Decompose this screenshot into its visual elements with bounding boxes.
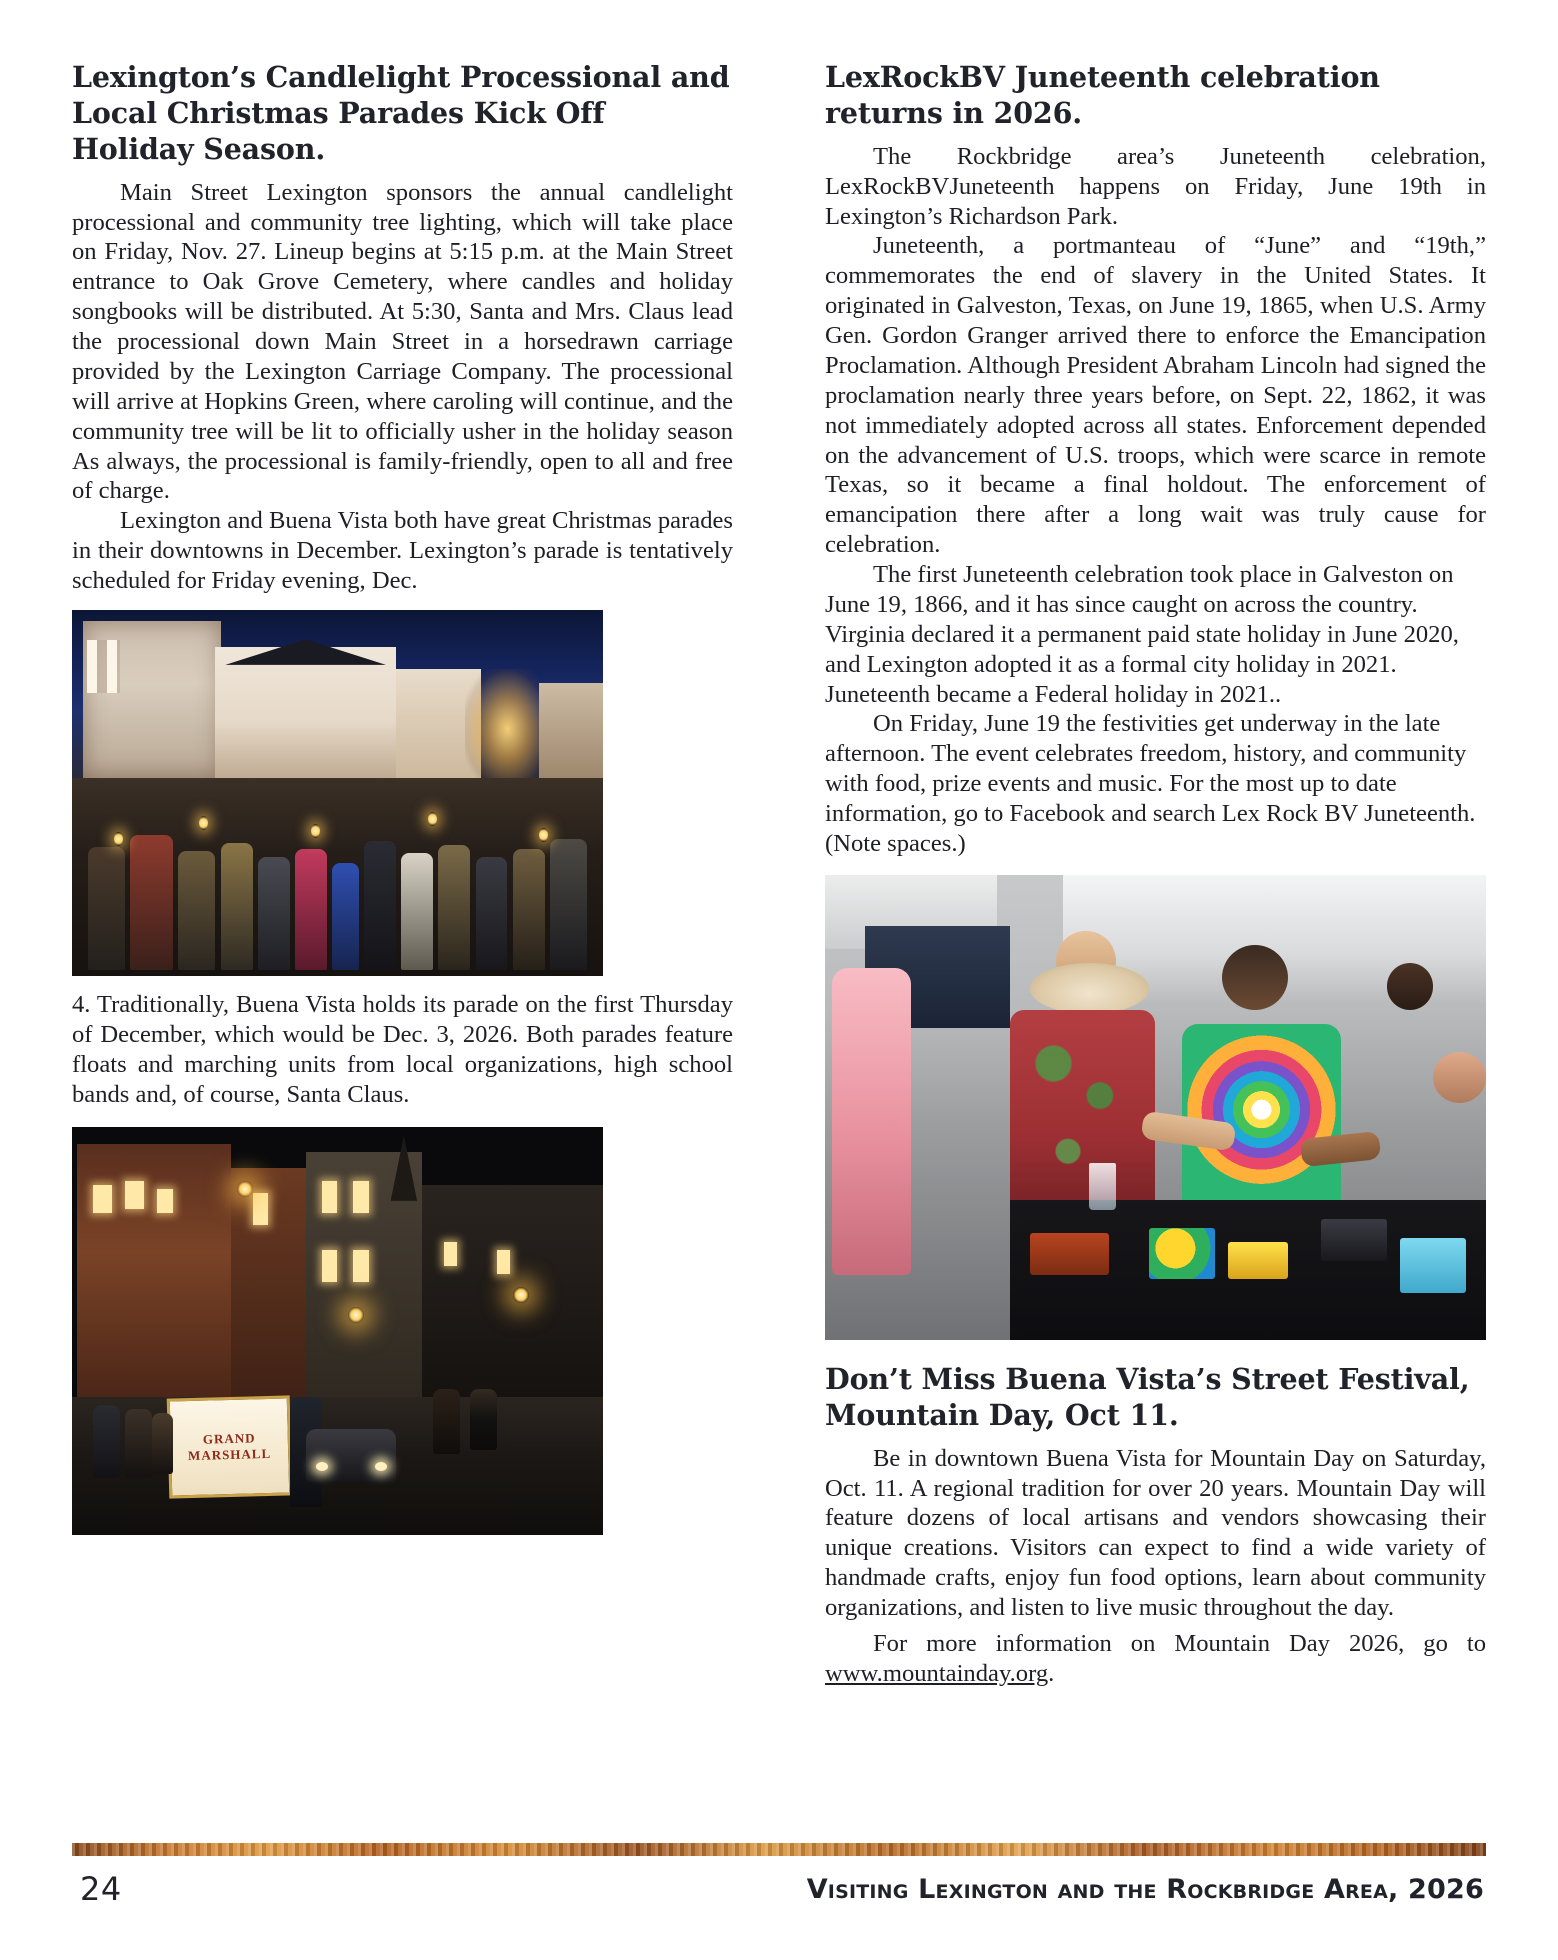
paragraph-juneteenth-1: The Rockbridge area’s Juneteenth celebration, LexRockBVJuneteenth happens on Friday, June 19th in Lexington’s Richardson Park.	[825, 142, 1486, 230]
photo-vendor2-head	[1222, 945, 1288, 1010]
photo-building-second	[231, 1168, 305, 1413]
photo-columns-detail	[87, 640, 120, 694]
article-headline-mountain-day: Don’t Miss Buena Vista’s Street Festival, Mountain Day, Oct 11.	[825, 1361, 1470, 1432]
photo-attendee-pink	[832, 968, 911, 1275]
article-headline-juneteenth: LexRockBV Juneteenth celebration returns in 2026.	[825, 60, 1380, 130]
mountain-day-link[interactable]: www.mountainday.org	[825, 1659, 1049, 1687]
photo-parade-car	[306, 1429, 396, 1482]
photo-street-lamp	[237, 1181, 253, 1197]
footer-publication-title: Visiting Lexington and the Rockbridge Area, 2026	[806, 1874, 1484, 1905]
paragraph-candlelight-2: Lexington and Buena Vista both have great Christmas parades in their downtowns in December. Lexington’s parade is tentatively scheduled for Friday evening, Dec.	[72, 507, 733, 595]
right-column	[825, 60, 1486, 1689]
photo-building-left	[83, 621, 221, 778]
paragraph-candlelight-1: Main Street Lexington sponsors the annual candlelight processional and community tree lighting, which will take place on Friday, Nov. 27. Lineup begins at 5:15 p.m. at the Main Street entrance to Oak Grove Cemetery, where candles and holiday songbooks will be distributed. At 5:30, Santa and Mrs. Claus lead the processional down Main Street in a horsedrawn carriage provided by the Lexington Carriage Company. The processional will arrive at Hopkins Green, where caroling will continue, and the community tree will be lit to officially usher in the holiday season As always, the processional is family-friendly, open to all and free of charge.	[72, 178, 733, 505]
photo-toy-items	[1149, 1228, 1215, 1279]
footer-decorative-bar	[72, 1843, 1486, 1856]
paragraph-mountain-day-1: Be in downtown Buena Vista for Mountain Day on Saturday, Oct. 11. A regional tradition for over 20 years. Mountain Day will feature dozens of local artisans and vendors showcasing their unique creations. Visitors can expect to find a wide variety of handmade crafts, enjoy fun food options, learn about community organizations, and listen to live music throughout the day.	[825, 1444, 1486, 1621]
final-paragraph-prefix: For more information on Mountain Day 2026, go to	[873, 1629, 1486, 1657]
article-headline-candlelight: Lexington’s Candlelight Processional and Local Christmas Parades Kick Off Holiday Season.	[72, 60, 730, 166]
paragraph-mountain-day-2	[825, 1629, 1486, 1689]
photo-food-tray	[1030, 1233, 1109, 1275]
paragraph-juneteenth-3: The first Juneteenth celebration took place in Galveston on June 19, 1866, and it has since caught on across the country. Virginia declared it a permanent paid state holiday in June 2020, and Lexington adopted it as a formal city holiday in 2021. Juneteenth became a Federal holiday in 2021..	[825, 561, 1459, 708]
photo-building-far	[422, 1185, 603, 1397]
final-paragraph-suffix: .	[1048, 1659, 1055, 1687]
photo-straw-hat	[1030, 963, 1149, 1014]
photo-vendor-floral-shirt	[1010, 1010, 1155, 1224]
photo-building-far-right	[539, 683, 603, 782]
photo-caption-parade: 4. Traditionally, Buena Vista holds its parade on the first Thursday of December, which would be Dec. 3, 2026. Both parades feature floats and marching units from local organizations, high school bands and, of course, Santa Claus.	[72, 990, 733, 1108]
photo-candlelight-processional	[72, 610, 603, 976]
banner-line-1: GRAND	[202, 1429, 256, 1447]
page-number: 24	[80, 1870, 122, 1908]
photo-crowd-layer	[72, 771, 603, 976]
photo-lit-tree	[465, 669, 550, 779]
banner-line-2: MARSHALL	[187, 1445, 271, 1463]
photo-blue-item	[1400, 1238, 1466, 1294]
paragraph-juneteenth-4: On Friday, June 19 the festivities get underway in the late afternoon. The event celebrates freedom, history, and community with food, prize events and music. For the most up to date information, go to Facebook and search Lex Rock BV Juneteenth. (Note spaces.)	[825, 710, 1476, 857]
photo-buena-vista-parade	[72, 1127, 603, 1535]
photo-street-lamp	[348, 1307, 364, 1323]
photo-water-bottle	[1089, 1163, 1115, 1210]
paragraph-juneteenth-2: Juneteenth, a portmanteau of “June” and “19th,” commemorates the end of slavery in the United States. It originated in Galveston, Texas, on June 19, 1865, when U.S. Army Gen. Gordon Granger arrived there to enforce the Emancipation Proclamation. Although President Abraham Lincoln had signed the proclamation nearly three years before, on Sept. 22, 1862, it was not immediately adopted across all states. Enforcement depended on the advancement of U.S. troops, which were scarce in remote Texas, so it became a final holdout. The enforcement of emancipation there after a long wait was truly cause for celebration.	[825, 232, 1486, 559]
photo-street-lamp	[513, 1287, 529, 1303]
left-column	[72, 60, 733, 1535]
two-column-layout	[72, 60, 1486, 1820]
photo-courthouse	[215, 647, 396, 782]
page-footer	[72, 1862, 1486, 1922]
photo-grand-marshall-banner	[166, 1395, 291, 1498]
photo-juneteenth-festival	[825, 875, 1486, 1340]
